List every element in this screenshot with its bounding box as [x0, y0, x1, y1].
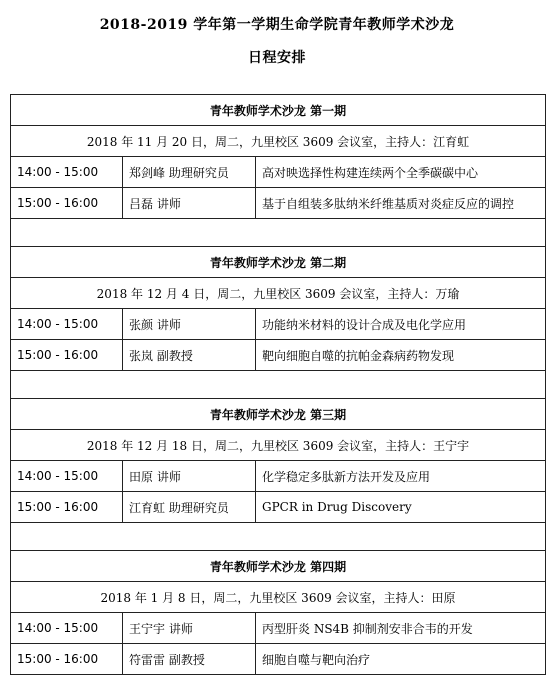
talk-time: 15:00 - 16:00 [11, 188, 123, 219]
spacer-row [11, 371, 546, 399]
talk-speaker: 符雷雷 副教授 [123, 644, 256, 675]
document-subtitle: 日程安排 [248, 50, 306, 66]
talk-row [11, 309, 546, 340]
spacer-row [11, 523, 546, 551]
talk-time: 15:00 - 16:00 [11, 340, 123, 371]
session-title: 青年教师学术沙龙 第一期 [11, 95, 546, 126]
session-info: 2018 年 11 月 20 日，周二，九里校区 3609 会议室，主持人：江育虹 [11, 126, 546, 157]
talk-row [11, 340, 546, 371]
talk-time: 14:00 - 15:00 [11, 461, 123, 492]
spacer-cell [11, 219, 546, 247]
talk-speaker: 王宁宇 讲师 [123, 613, 256, 644]
talk-topic: 化学稳定多肽新方法开发及应用 [256, 461, 546, 492]
talk-row [11, 157, 546, 188]
session-info: 2018 年 12 月 18 日，周二，九里校区 3609 会议室，主持人：王宁宇 [11, 430, 546, 461]
talk-time: 14:00 - 15:00 [11, 309, 123, 340]
talk-topic: 细胞自噬与靶向治疗 [256, 644, 546, 675]
session-info: 2018 年 1 月 8 日，周二，九里校区 3609 会议室，主持人：田原 [11, 582, 546, 613]
talk-row [11, 644, 546, 675]
talk-speaker: 田原 讲师 [123, 461, 256, 492]
talk-time: 14:00 - 15:00 [11, 613, 123, 644]
talk-row [11, 613, 546, 644]
talk-topic: 高对映选择性构建连续两个全季碳碳中心 [256, 157, 546, 188]
session-title: 青年教师学术沙龙 第三期 [11, 399, 546, 430]
session-title: 青年教师学术沙龙 第四期 [11, 551, 546, 582]
talk-speaker: 吕磊 讲师 [123, 188, 256, 219]
talk-time: 14:00 - 15:00 [11, 157, 123, 188]
talk-speaker: 张岚 副教授 [123, 340, 256, 371]
session-title-row [11, 551, 546, 582]
talk-topic: 丙型肝炎 NS4B 抑制剂安非合韦的开发 [256, 613, 546, 644]
talk-topic: 功能纳米材料的设计合成及电化学应用 [256, 309, 546, 340]
talk-speaker: 江育虹 助理研究员 [123, 492, 256, 523]
session-info-row [11, 126, 546, 157]
schedule-table [10, 94, 546, 675]
talk-row [11, 188, 546, 219]
spacer-cell [11, 371, 546, 399]
session-info-row [11, 582, 546, 613]
talk-speaker: 郑剑峰 助理研究员 [123, 157, 256, 188]
session-info-row [11, 430, 546, 461]
talk-topic: GPCR in Drug Discovery [256, 492, 546, 523]
session-title-row [11, 399, 546, 430]
document-title: 2018-2019 学年第一学期生命学院青年教师学术沙龙 [99, 17, 455, 33]
talk-topic: 靶向细胞自噬的抗帕金森病药物发现 [256, 340, 546, 371]
talk-speaker: 张颜 讲师 [123, 309, 256, 340]
session-title-row [11, 247, 546, 278]
session-info: 2018 年 12 月 4 日，周二，九里校区 3609 会议室，主持人：万瑜 [11, 278, 546, 309]
talk-topic: 基于自组装多肽纳米纤维基质对炎症反应的调控 [256, 188, 546, 219]
talk-time: 15:00 - 16:00 [11, 644, 123, 675]
session-info-row [11, 278, 546, 309]
talk-row [11, 461, 546, 492]
spacer-cell [11, 523, 546, 551]
talk-row [11, 492, 546, 523]
session-title-row [11, 95, 546, 126]
session-title: 青年教师学术沙龙 第二期 [11, 247, 546, 278]
talk-time: 15:00 - 16:00 [11, 492, 123, 523]
spacer-row [11, 219, 546, 247]
